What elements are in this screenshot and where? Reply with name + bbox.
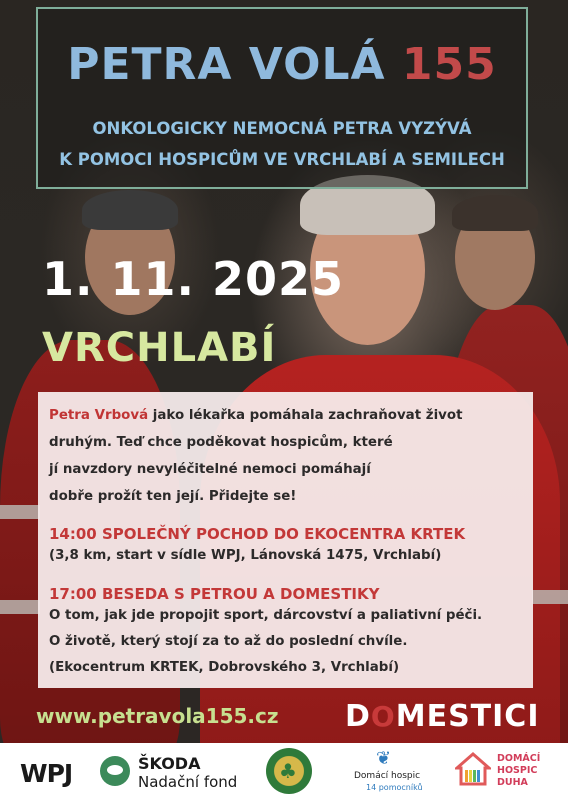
hospic14-line-2: 14 pomocníků [366, 783, 423, 792]
domestici-logo-d: D [345, 699, 371, 734]
domestici-logo [345, 699, 539, 734]
background-hair-right [452, 195, 538, 231]
event-2-title: 17:00 BESEDA S PETROU A DOMESTIKY [49, 585, 380, 603]
intro-line-4: dobře prožít ten její. Přidejte se! [49, 489, 297, 504]
event-2-line-3: (Ekocentrum KRTEK, Dobrovského 3, Vrchlabí) [49, 660, 400, 675]
reflective-stripe [532, 590, 568, 604]
event-1-title: 14:00 SPOLEČNÝ POCHOD DO EKOCENTRA KRTEK [49, 525, 466, 543]
duha-line-3: DUHA [497, 777, 528, 788]
event-place: VRCHLABÍ [42, 325, 277, 371]
intro-line-1 [49, 402, 521, 429]
title-box [36, 7, 528, 189]
duha-line-2: HOSPIC [497, 765, 538, 776]
subtitle-line-1: ONKOLOGICKY NEMOCNÁ PETRA VYZÝVÁ [92, 119, 472, 138]
tree-icon: ♣ [279, 759, 297, 783]
skoda-logo-icon [100, 756, 130, 786]
poster-title [38, 39, 526, 90]
website-link[interactable]: www.petravola155.cz [36, 704, 279, 728]
skoda-name: ŠKODA [138, 754, 201, 773]
event-2-line-2: O životě, který stojí za to až do poslední chvíle. [49, 634, 408, 649]
butterfly-icon: ❦ [376, 748, 392, 769]
domestici-logo-o: O [370, 700, 396, 733]
sponsors-bar [0, 743, 568, 803]
skoda-fund: Nadační fond [138, 773, 238, 791]
title-main: PETRA VOLÁ [67, 39, 402, 90]
background-hair-left [82, 190, 178, 230]
wpj-logo: WPJ [20, 759, 73, 788]
subtitle-line-2: K POMOCI HOSPICŮM VE VRCHLABÍ A SEMILECH [59, 150, 505, 169]
info-box [38, 392, 533, 688]
reflective-stripe [0, 600, 40, 614]
intro-line-3: jí navzdory nevyléčitelné nemoci pomáhají [49, 462, 371, 477]
event-1-detail: (3,8 km, start v sídle WPJ, Lánovská 1475, Vrchlabí) [49, 548, 442, 563]
intro-line-2: druhým. Teď chce poděkovat hospicům, které [49, 435, 393, 450]
domestici-logo-rest: MESTICI [395, 699, 540, 734]
title-accent: 155 [401, 39, 497, 90]
intro-name: Petra Vrbová [49, 408, 149, 423]
intro-line-1-rest: jako lékařka pomáhala zachraňovat život [148, 408, 463, 423]
intro-text [49, 402, 521, 510]
hospic14-line-1: Domácí hospic [354, 771, 421, 781]
event-2-line-1: O tom, jak jde propojit sport, dárcovství a paliativní péči. [49, 608, 483, 623]
rainbow-house-icon [455, 752, 491, 786]
duha-line-1: DOMÁCÍ [497, 753, 541, 764]
event-date: 1. 11. 2025 [42, 252, 345, 306]
reflective-stripe [0, 505, 40, 519]
